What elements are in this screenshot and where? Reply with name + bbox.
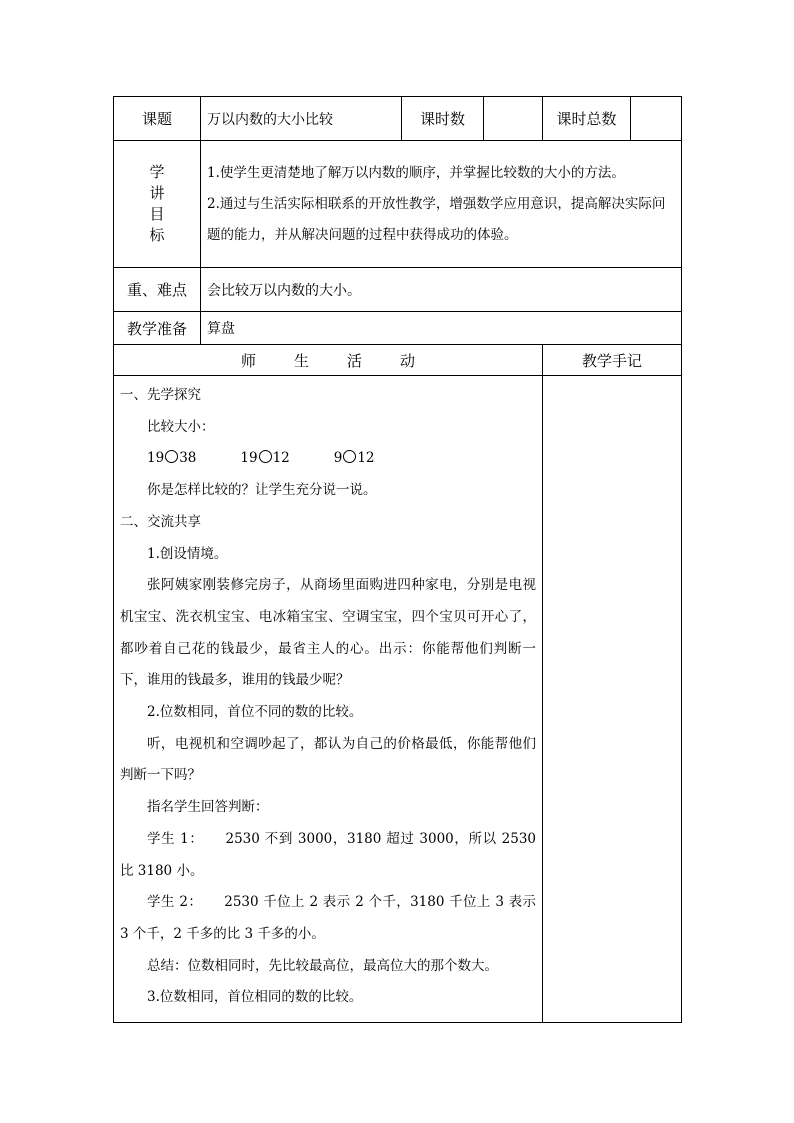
- section-1-question: 你是怎样比较的？让学生充分说一说。: [147, 482, 377, 499]
- topic-label: 课题: [114, 97, 201, 141]
- notes-header: 教学手记: [543, 345, 682, 376]
- section-1-title: 一、先学探究: [120, 387, 201, 403]
- comparison-left: 19: [147, 450, 165, 467]
- comparison-row: [120, 443, 536, 475]
- total-hours-value: [631, 97, 682, 141]
- student-2-label: 学生 2：: [147, 894, 203, 911]
- section-2-title: 二、交流共享: [120, 513, 201, 530]
- paragraph-scenario: 张阿姨家刚装修完房子，从商场里面购进四种家电，分别是电视机宝宝、洗衣机宝宝、电冰箱宝宝、空调宝宝，四个宝贝可开心了，都吵着自己花的钱最少，最省主人的心。出示：你能帮他们判断一下，谁用的钱最多，谁用的钱最少呢？: [120, 577, 536, 689]
- section-1-prompt: 比较大小：: [147, 418, 215, 435]
- comparison-right: 12: [272, 450, 290, 467]
- student-1-label: 学生 1：: [147, 830, 204, 847]
- key-points-label: 重、难点: [114, 268, 201, 312]
- comparison-right: 38: [179, 450, 197, 467]
- key-points-row: [114, 268, 682, 312]
- paragraph-question: 听，电视机和空调吵起了，都认为自己的价格最低，你能帮他们判断一下吗？: [120, 735, 536, 784]
- paragraph-scenario-heading: 1.创设情境。: [147, 545, 228, 562]
- topic-value: 万以内数的大小比较: [201, 97, 402, 141]
- comparison-3: [334, 450, 375, 466]
- notes-cell: [543, 376, 682, 1023]
- activity-header: [114, 345, 543, 376]
- hours-label: 课时数: [402, 97, 484, 141]
- student-2-answer: 2530 千位上 2 表示 2 个千，3180 千位上 3 表示 3 个千，2 千多的比 3 千多的小。: [120, 894, 536, 942]
- total-hours-label: 课时总数: [543, 97, 631, 141]
- objective-item-2: 2.通过与生活实际相联系的开放性教学，增强数学应用意识，提高解决实际问题的能力，并从解决问题的过程中获得成功的体验。: [207, 195, 666, 243]
- objectives-label-char: 讲: [149, 184, 165, 202]
- activity-header-row: [114, 345, 682, 376]
- objectives-label-char: 学: [149, 163, 165, 181]
- activity-header-title: 师生活动: [240, 351, 453, 370]
- key-points-value: 会比较万以内数的大小。: [201, 268, 682, 312]
- student-1-answer: 2530 不到 3000，3180 超过 3000，所以 2530 比 3180 小。: [120, 830, 536, 879]
- compare-circle-icon: [165, 450, 178, 463]
- comparison-left: 9: [333, 450, 343, 467]
- compare-circle-icon: [343, 450, 356, 463]
- objective-item-1: 1.使学生更清楚地了解万以内数的顺序，并掌握比较数的大小的方法。: [207, 164, 625, 181]
- comparison-1: [147, 450, 196, 466]
- paragraph-subheading-2: 2.位数相同，首位不同的数的比较。: [147, 704, 363, 721]
- preparation-value: 算盘: [201, 312, 682, 345]
- preparation-row: [114, 312, 682, 345]
- comparison-right: 12: [357, 450, 375, 467]
- paragraph-instruction: 指名学生回答判断：: [147, 799, 269, 816]
- compare-circle-icon: [259, 450, 272, 463]
- objectives-label-char: 目: [149, 205, 165, 223]
- lesson-plan-table: [113, 96, 682, 1023]
- objectives-label: [114, 141, 201, 268]
- objectives-text: [201, 141, 682, 268]
- paragraph-subheading-3: 3.位数相同，首位相同的数的比较。: [147, 989, 363, 1006]
- objectives-row: [114, 141, 682, 268]
- activity-row: [114, 376, 682, 1023]
- paragraph-student-2: [120, 887, 536, 950]
- objectives-label-char: 标: [149, 226, 165, 244]
- hours-value: [484, 97, 543, 141]
- paragraph-summary: 总结：位数相同时，先比较最高位，最高位大的那个数大。: [147, 957, 498, 974]
- header-row: [114, 97, 682, 141]
- comparison-2: [240, 450, 289, 466]
- preparation-label: 教学准备: [114, 312, 201, 345]
- comparison-left: 19: [240, 450, 258, 467]
- activity-content: [114, 376, 543, 1023]
- paragraph-student-1: [120, 824, 536, 887]
